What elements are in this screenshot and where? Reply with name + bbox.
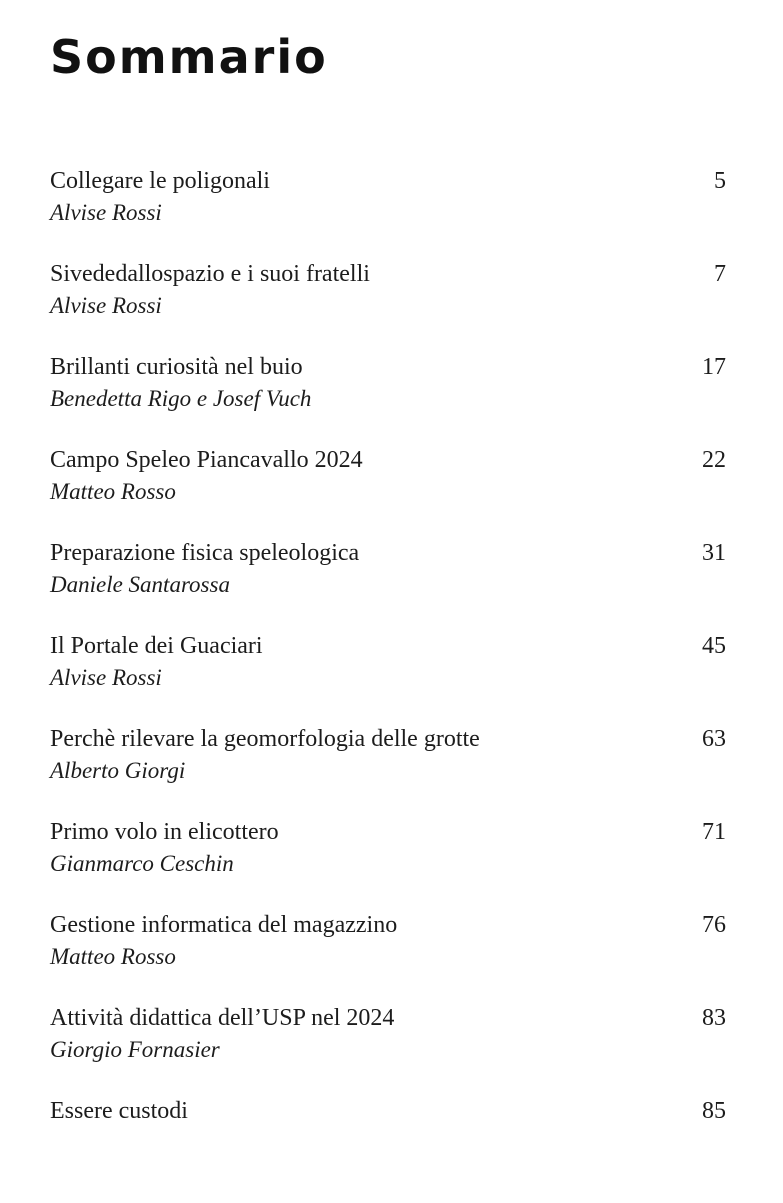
toc-entry — [50, 259, 726, 352]
toc-entry-title: Essere custodi — [50, 1098, 188, 1124]
toc-entry-page-number: 31 — [702, 540, 726, 566]
toc-entry — [50, 631, 726, 724]
toc-entry — [50, 1096, 726, 1189]
toc-entry-title: Primo volo in elicottero — [50, 819, 279, 845]
toc-entry-page-number: 45 — [702, 633, 726, 659]
toc-entry-title: Campo Speleo Piancavallo 2024 — [50, 447, 363, 473]
toc-entry — [50, 166, 726, 259]
toc-entry-page-number: 71 — [702, 819, 726, 845]
toc-entry-author: Daniele Santarossa — [50, 572, 230, 597]
toc-entry-title: Gestione informatica del magazzino — [50, 912, 398, 938]
toc-entry-page-number: 83 — [702, 1005, 726, 1031]
toc-entry — [50, 352, 726, 445]
toc-entry-title: Brillanti curiosità nel buio — [50, 354, 303, 380]
toc-entry-author: Matteo Rosso — [50, 944, 176, 969]
toc-entry — [50, 445, 726, 538]
toc-entry-page-number: 22 — [702, 447, 726, 473]
toc-entry-page-number: 7 — [714, 261, 726, 287]
toc-entry-author: Alvise Rossi — [50, 665, 162, 690]
toc-entry — [50, 817, 726, 910]
toc-entry-title: Il Portale dei Guaciari — [50, 633, 263, 659]
toc-entry-author: Alvise Rossi — [50, 200, 162, 225]
toc-entry-page-number: 85 — [702, 1098, 726, 1124]
toc-entry-title: Preparazione fisica speleologica — [50, 540, 360, 566]
toc-entry-author: Alvise Rossi — [50, 293, 162, 318]
toc-entry-author: Matteo Rosso — [50, 479, 176, 504]
toc-entry-title: Perchè rilevare la geomorfologia delle grotte — [50, 726, 480, 752]
toc-entry — [50, 538, 726, 631]
toc-entry-author: Benedetta Rigo e Josef Vuch — [50, 386, 312, 411]
toc-entry-page-number: 63 — [702, 726, 726, 752]
toc-entry-author: Giorgio Fornasier — [50, 1037, 220, 1062]
toc-entry — [50, 910, 726, 1003]
toc-entry — [50, 1003, 726, 1096]
toc-entry-page-number: 76 — [702, 912, 726, 938]
toc-entry-page-number: 5 — [714, 168, 726, 194]
toc-entry-title: Attività didattica dell’USP nel 2024 — [50, 1005, 395, 1031]
toc-entry-author: Alberto Giorgi — [50, 758, 186, 783]
toc-entry — [50, 724, 726, 817]
toc-entry-title: Sivededallospazio e i suoi fratelli — [50, 261, 370, 287]
toc-entry-page-number: 17 — [702, 354, 726, 380]
page-title: Sommario — [50, 30, 328, 84]
toc-entry-author: Gianmarco Ceschin — [50, 851, 234, 876]
toc-entry-title: Collegare le poligonali — [50, 168, 270, 194]
table-of-contents — [50, 166, 726, 1189]
